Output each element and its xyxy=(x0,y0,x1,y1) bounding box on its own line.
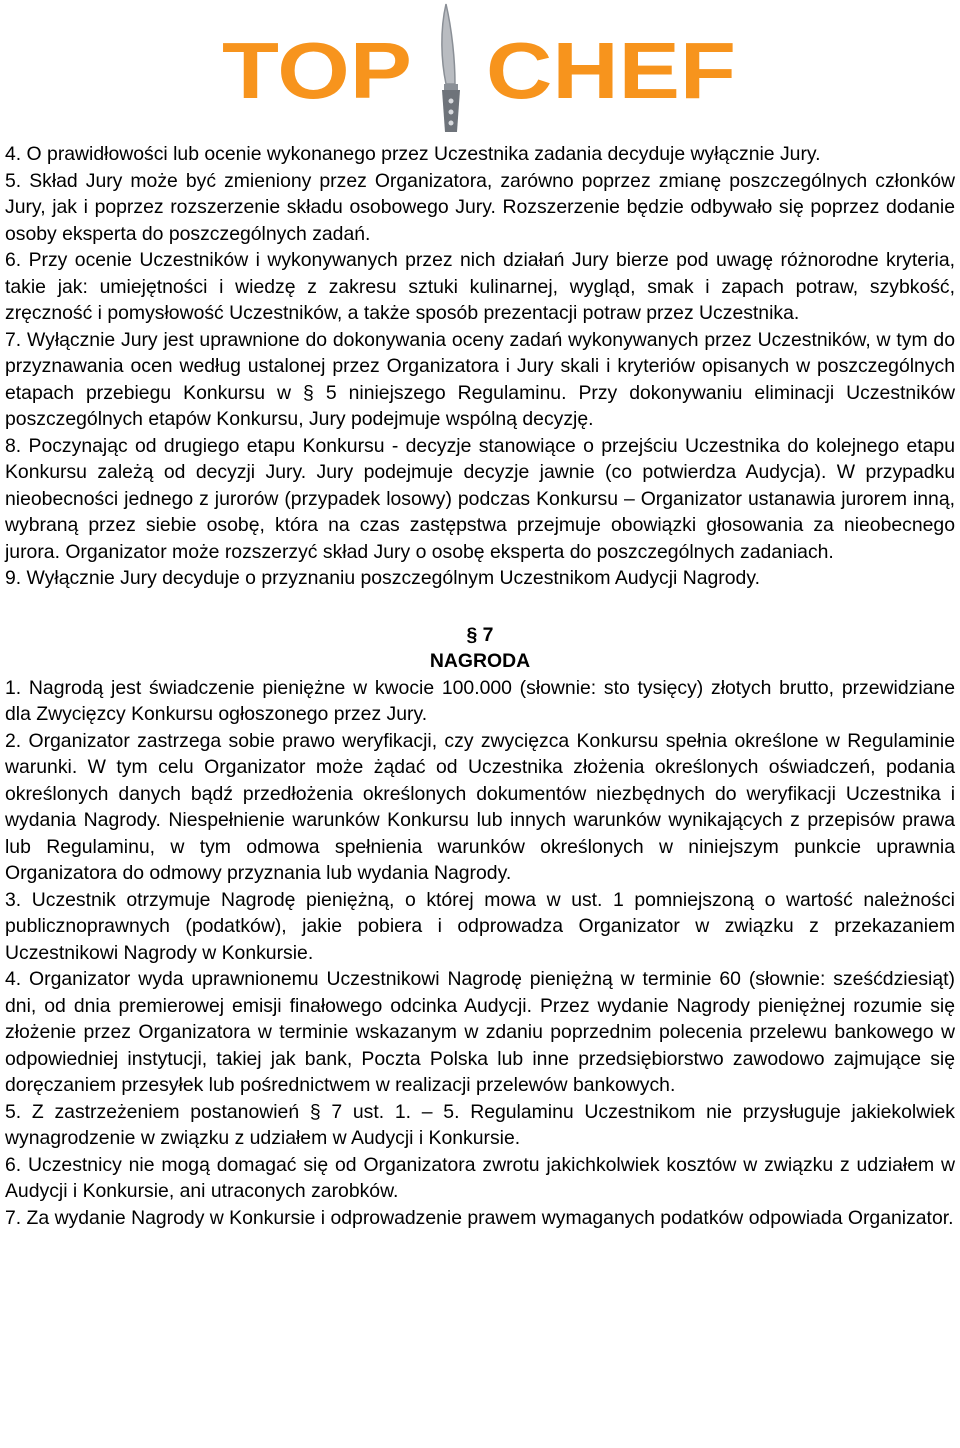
section-title: NAGRODA xyxy=(429,650,531,672)
section-number: § 7 xyxy=(466,623,494,646)
logo-wordmark-right xyxy=(486,26,736,115)
paragraph-prize-3: 3. Uczestnik otrzymuje Nagrodę pieniężną, o której mowa w ust. 1 pomniejszoną o wartość należności publicznoprawnych (podatków), jakie pobiera i odprowadza Organizator w związku z przekazaniem Uczestnikowi Nagrody w Konkursie. xyxy=(5,888,955,964)
paragraph-prize-2: 2. Organizator zastrzega sobie prawo weryfikacji, czy zwycięzca Konkursu spełnia określone w Regulaminie warunki. W tym celu Organizator może żądać od Uczestnika złożenia określonych oświadczeń, podania określonych danych bądź przedłożenia określonych dokumentów niezbędnych do weryfikacji Uczestnika i wydania Nagrody. Niespełnienie warunków Konkursu lub innych warunków wynikających z przepisów prawa lub Regulaminu, w tym odmowa spełnienia warunków określonych w niniejszym punkcie uprawnia Organizatora do odmowy przyznania lub wydania Nagrody. xyxy=(5,729,955,884)
paragraph-jury-4: 4. O prawidłowości lub ocenie wykonanego przez Uczestnika zadania decyduje wyłącznie Jury. xyxy=(5,143,821,165)
logo-text-top: TOP xyxy=(222,26,412,115)
knife-icon xyxy=(442,4,460,132)
top-chef-logo xyxy=(0,0,960,140)
paragraph-jury-6: 6. Przy ocenie Uczestników i wykonywanych przez nich działań Jury bierze pod uwagę różnorodne kryteria, takie jak: umiejętności i wiedzę z zakresu sztuki kulinarnej, wygląd, smak i zapach potraw, szybkość, zręczność i pomysłowość Uczestników, a także sposób prezentacji potraw przez Uczestnika. xyxy=(5,249,955,324)
paragraph-prize-7: 7. Za wydanie Nagrody w Konkursie i odprowadzenie prawem wymaganych podatków odpowiada Organizator. xyxy=(5,1206,954,1229)
paragraph-prize-5: 5. Z zastrzeżeniem postanowień § 7 ust. 1. – 5. Regulaminu Uczestnikom nie przysługuje jakiekolwiek wynagrodzenie w związku z udziałem w Audycji i Konkursie. xyxy=(5,1100,955,1149)
logo-wordmark-left xyxy=(222,26,412,115)
paragraph-prize-1: 1. Nagrodą jest świadczenie pieniężne w kwocie 100.000 (słownie: sto tysięcy) złotych brutto, przewidziane dla Zwycięzcy Konkursu ogłoszonego przez Jury. xyxy=(5,676,955,725)
regulation-content xyxy=(5,141,955,1231)
paragraph-jury-5: 5. Skład Jury może być zmieniony przez Organizatora, zarówno poprzez zmianę poszczególnych członków Jury, jak i poprzez rozszerzenie składu osobowego Jury. Rozszerzenie będzie odbywało się poprzez dodanie osoby eksperta do poszczególnych zadań. xyxy=(5,169,955,245)
paragraph-jury-9: 9. Wyłącznie Jury decyduje o przyznaniu poszczególnym Uczestnikom Audycji Nagrody. xyxy=(5,567,760,589)
paragraph-jury-7: 7. Wyłącznie Jury jest uprawnione do dokonywania oceny zadań wykonywanych przez Uczestników, w tym do przyznawania ocen według ustalonej przez Organizatora i Jury skali i kryteriów opisanych w poszczególnych etapach przebiegu Konkursu w § 5 niniejszego Regulaminu. Przy dokonywaniu eliminacji Uczestników poszczególnych etapów Konkursu, Jury podejmuje wspólną decyzję. xyxy=(5,328,955,430)
logo-text-chef: CHEF xyxy=(486,26,736,115)
paragraph-jury-8: 8. Poczynając od drugiego etapu Konkursu - decyzje stanowiące o przejściu Uczestnika do kolejnego etapu Konkursu zależą od decyzji Jury. Jury podejmuje decyzje jawnie (co potwierdza Audycja). W przypadku nieobecności jednego z jurorów (przypadek losowy) podczas Konkursu – Organizator ustanawia jurorem inną, wybraną przez siebie osobę, która na czas zastępstwa przejmuje obowiązki głosowania za nieobecnego jurora. Organizator może rozszerzyć skład Jury o osobę eksperta do poszczególnych zadaniach. xyxy=(5,434,955,563)
paragraph-prize-4: 4. Organizator wyda uprawnionemu Uczestnikowi Nagrodę pieniężną w terminie 60 (słownie: sześćdziesiąt) dni, od dnia premierowej emisji finałowego odcinka Audycji. Przez wydanie Nagrody pieniężnej rozumie się złożenie przez Organizatora w terminie wskazanym w zdaniu poprzednim polecenia przelewu bankowego w odpowiedniej instytucji, takiej jak bank, Poczta Polska lub inne przedsiębiorstwo zawodowo zajmujące się doręczaniem przesyłek lub pośrednictwem w realizacji przelewów bankowych. xyxy=(5,968,955,1096)
section-spacer xyxy=(5,592,955,622)
paragraph-prize-6: 6. Uczestnicy nie mogą domagać się od Organizatora zwrotu jakichkolwiek kosztów w związku z udziałem w Audycji i Konkursie, ani utraconych zarobków. xyxy=(5,1153,955,1202)
